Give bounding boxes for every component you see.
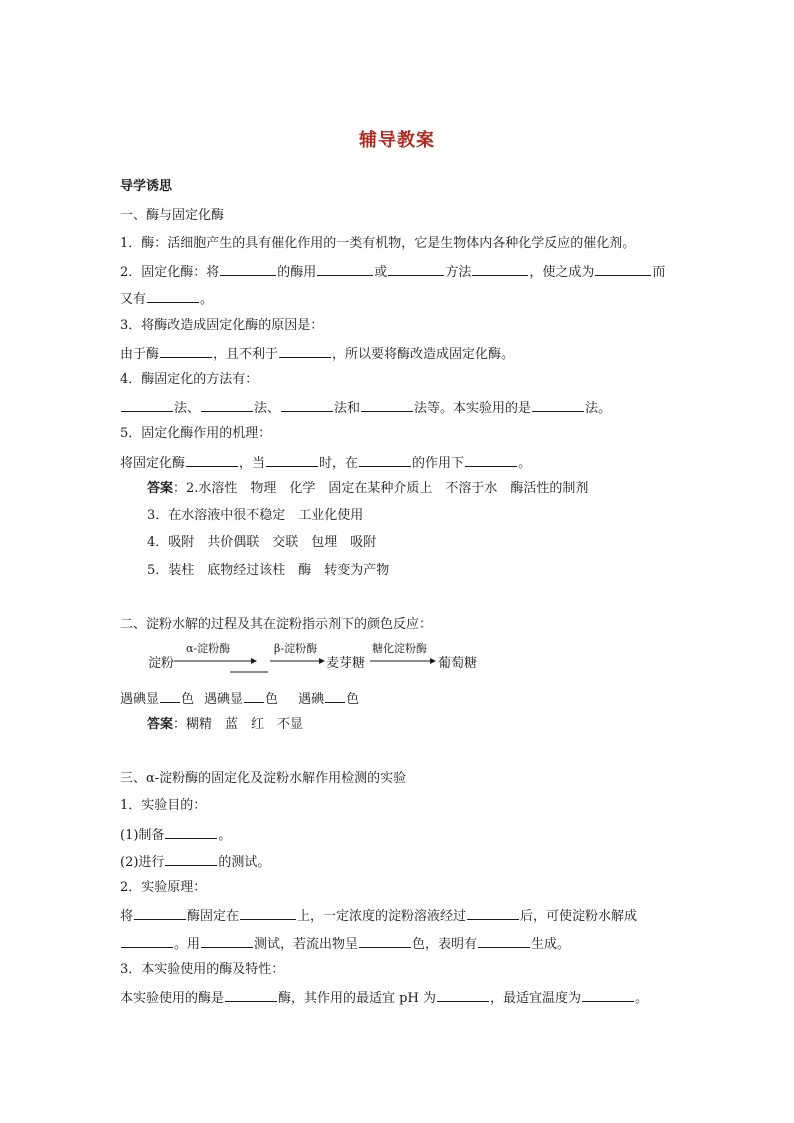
s1-p4: 4．酶固定化的方法有： <box>120 372 259 387</box>
fill-blank <box>595 262 651 276</box>
term-starch: 淀粉 <box>148 656 175 671</box>
fill-blank <box>266 453 318 467</box>
fill-blank <box>121 934 173 948</box>
s3-p1b: (2)进行 的测试。 <box>120 852 270 872</box>
fill-blank <box>201 398 253 412</box>
fill-blank <box>160 689 180 703</box>
section-2-title: 二、淀粉水解的过程及其在淀粉指示剂下的颜色反应： <box>120 617 433 632</box>
fill-blank <box>437 988 489 1002</box>
starch-hydrolysis-diagram <box>120 640 540 676</box>
s3-p2a: 将 酶固定在 上，一定浓度的淀粉溶液经过 后，可使淀粉水解成 <box>120 906 637 926</box>
s1-p5: 5．固定化酶作用的机理： <box>120 426 272 441</box>
fill-blank <box>467 906 519 920</box>
s3-p2b: 。用 测试，若流出物呈 色，表明有 生成。 <box>120 934 570 954</box>
enzyme-alpha-amylase: α-淀粉酶 <box>186 642 231 655</box>
s3-p1: 1．实验目的： <box>120 798 207 813</box>
s1-answer-2: 3．在水溶液中很不稳定 工业化使用 <box>147 508 364 523</box>
fill-blank <box>361 398 413 412</box>
s1-p2: 2．固定化酶：将 的酶用 或 方法 ，使之成为 而 <box>120 262 665 282</box>
fill-blank <box>465 453 517 467</box>
fill-blank <box>317 262 373 276</box>
s1-p5b: 将固定化酶 ，当 时，在 的作用下 。 <box>120 453 531 473</box>
fill-blank <box>165 825 217 839</box>
fill-blank <box>240 906 296 920</box>
fill-blank <box>220 262 276 276</box>
section-heading: 导学诱思 <box>120 179 173 194</box>
fill-blank <box>225 988 277 1002</box>
fill-blank <box>359 934 411 948</box>
section-3-title: 三、α-淀粉酶的固定化及淀粉水解作用检测的实验 <box>120 771 407 786</box>
s1-answer-4: 5．装柱 底物经过该柱 酶 转变为产物 <box>147 563 390 578</box>
fill-blank <box>121 398 173 412</box>
term-glucose: 葡萄糖 <box>438 656 478 671</box>
fill-blank <box>165 852 217 866</box>
s1-p4b: 法、 法、 法和 法等。本实验用的是 法。 <box>120 398 611 418</box>
fill-blank <box>244 689 264 703</box>
s1-p3: 3．将酶改造成固定化酶的原因是： <box>120 318 324 333</box>
fill-blank <box>359 453 411 467</box>
fill-blank <box>388 262 444 276</box>
s3-p1a: (1)制备 。 <box>120 825 231 845</box>
fill-blank <box>472 262 528 276</box>
enzyme-glucoamylase: 糖化淀粉酶 <box>372 642 427 655</box>
s2-color-reactions: 遇碘显 色 遇碘显 色 遇碘 色 <box>120 689 359 709</box>
s3-p2: 2．实验原理： <box>120 880 207 895</box>
fill-blank <box>134 906 186 920</box>
enzyme-beta-amylase: β-淀粉酶 <box>274 642 318 655</box>
fill-blank <box>325 689 345 703</box>
s3-p3: 3．本实验使用的酶及特性： <box>120 962 285 977</box>
fill-blank <box>582 988 634 1002</box>
term-maltose: 麦芽糖 <box>326 656 366 671</box>
s3-p3a: 本实验使用的酶是 酶，其作用的最适宜 pH 为 ，最适宜温度为 。 <box>120 988 648 1008</box>
s2-answer: 答案：糊精 蓝 红 不显 <box>147 717 304 732</box>
fill-blank <box>186 453 238 467</box>
fill-blank <box>147 289 199 303</box>
fill-blank <box>160 344 212 358</box>
fill-blank <box>532 398 584 412</box>
fill-blank <box>478 934 530 948</box>
s1-p1: 1．酶：活细胞产生的具有催化作用的一类有机物，它是生物体内各种化学反应的催化剂。 <box>120 236 636 251</box>
section-1-title: 一、酶与固定化酶 <box>120 208 225 223</box>
page-title: 辅导教案 <box>359 130 435 151</box>
fill-blank <box>281 398 333 412</box>
s1-p3b: 由于酶 ，且不利于 ，所以要将酶改造成固定化酶。 <box>120 344 514 364</box>
fill-blank <box>201 934 253 948</box>
s1-p2b: 又有 。 <box>120 289 213 309</box>
fill-blank <box>279 344 331 358</box>
s1-answer-1: 答案：2.水溶性 物理 化学 固定在某种介质上 不溶于水 酶活性的制剂 <box>147 481 589 496</box>
s1-answer-3: 4．吸附 共价偶联 交联 包埋 吸附 <box>147 535 377 550</box>
